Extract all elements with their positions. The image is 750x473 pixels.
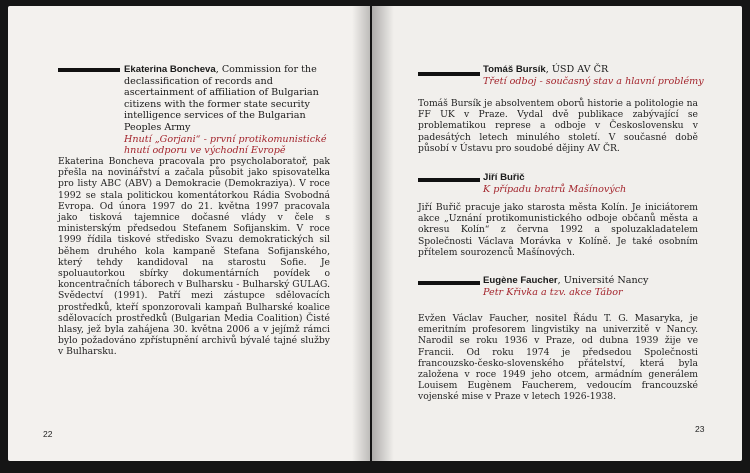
entry-rule xyxy=(418,72,480,76)
speaker-bio: Jiří Buřič pracuje jako starosta města Kolín. Je iniciátorem akce „Uznání protikomunistického odboje občanů města a okresu Kolín“ z června 1992 a spoluzakladatelem Společnosti Václava Morávka v Kolíně. Je také osobním přítelem sourozenců Mašínových. xyxy=(418,202,698,258)
speaker-bio: Ekaterina Boncheva pracovala pro psycholaboratoř, pak přešla na novinářství a začala působit jako spisovatelka pro listy ABC (ABV) a Demokracie (Demokraziya). V roce 1992 se stala politickou komentátorkou Rádia Svobodná Evropa. Od února 1997 do 21. května 1997 pracovala jako tisková tajemnice dočasné vlády v čele s ministerským předsedou Stefanem Sofijanskim. V roce 1999 řídila tiskové středisko Svazu demokratických sil během druhého kola kampaně Stefana Sofijanského, který tehdy kandidoval na starostu Sofie. Je spoluautorkou sbírky dokumentárních povídek o koncentračních táborech v Bulharsku - Bulharský GULAG. Svědectví (1991). Patří mezi zástupce sdělovacích prostředků, kteří sponzorovali kampaň Bulharské koalice sdělovacích prostředků (Bulgarian Media Coalition) Čisté hlasy, jež byla zahájena 30. května 2006 a v jejímž rámci bylo požadováno zpřístupnění archivů bývalé tajné služby v Bulharsku. xyxy=(58,156,330,358)
left-page xyxy=(8,6,370,461)
speaker-affiliation: , Commission for the declassification of records and ascertainment of affiliation of Bulgarian citizens with the former state security intelligence services of the Bulgarian Peoples Army xyxy=(124,64,319,133)
entry-heading xyxy=(124,64,329,157)
entry-rule xyxy=(58,68,120,72)
page-number: 22 xyxy=(43,429,53,439)
talk-title: Hnutí „Gorjani“ - první protikomunistické hnutí odporu ve východní Evropě xyxy=(124,133,327,157)
entry-heading xyxy=(483,172,713,195)
talk-title: Petr Křivka a tzv. akce Tábor xyxy=(483,286,623,298)
page-number: 23 xyxy=(695,424,705,434)
speaker-name: Tomáš Bursík xyxy=(483,64,546,75)
speaker-bio: Tomáš Bursík je absolventem oborů historie a politologie na FF UK v Praze. Vydal dvě publikace zabývající se problematikou represe a odboje v Československu v padesátých letech minulého století. V současné době působí v Ústavu pro soudobé dějiny AV ČR. xyxy=(418,98,698,154)
entry-heading xyxy=(483,64,713,87)
speaker-affiliation: , Université Nancy xyxy=(557,275,649,286)
talk-title: K případu bratrů Mašínových xyxy=(483,183,627,195)
speaker-name: Ekaterina Boncheva xyxy=(124,64,216,75)
entry-rule xyxy=(418,178,480,182)
right-page xyxy=(372,6,742,461)
page-gutter-shadow xyxy=(352,6,370,461)
entry-heading xyxy=(483,275,713,298)
speaker-name: Jiří Buřič xyxy=(483,172,525,183)
speaker-name: Eugène Faucher xyxy=(483,275,558,286)
page-gutter-shadow xyxy=(372,6,394,461)
entry-rule xyxy=(418,281,480,285)
talk-title: Třetí odboj - současný stav a hlavní problémy xyxy=(483,75,704,87)
speaker-bio: Evžen Václav Faucher, nositel Řádu T. G. Masaryka, je emeritním profesorem lingvistiky na univerzitě v Nancy. Narodil se roku 1936 v Praze, od dubna 1939 žije ve Francii. Od roku 1974 je předsedou Společnosti francouzsko-česko-slovenského přátelství, která byla založena v roce 1949 jeho otcem, armádním generálem Louisem Eugènem Faucherem, vedoucím francouzské vojenské mise v Praze v letech 1926-1938. xyxy=(418,313,698,403)
speaker-affiliation: , ÚSD AV ČR xyxy=(545,64,609,75)
